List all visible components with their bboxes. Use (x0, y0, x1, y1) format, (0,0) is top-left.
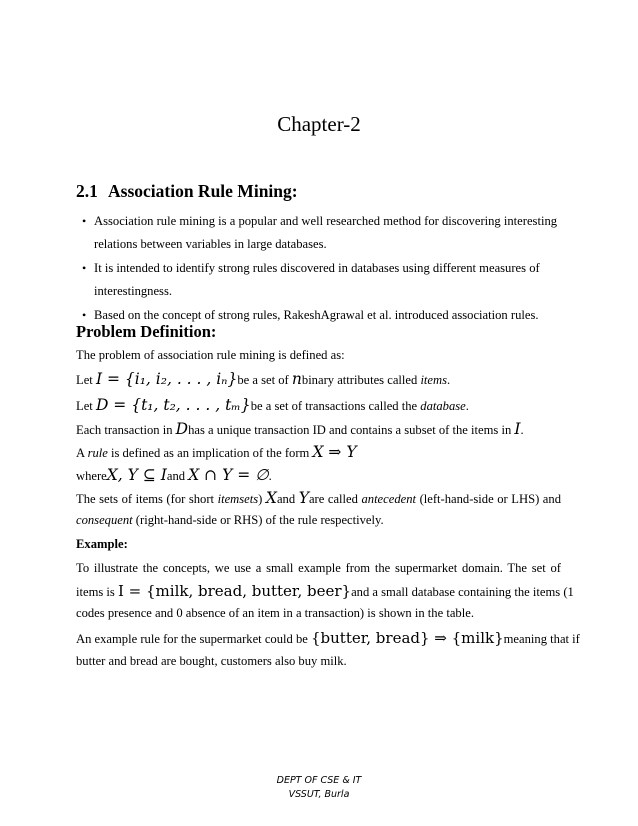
text: are called (308, 492, 362, 506)
bullet-line: Association rule mining is a popular and well researched method for discovering interesting (94, 214, 558, 228)
text: has a unique transaction ID and contains a subset of the items in (188, 423, 515, 437)
text: . (520, 423, 524, 437)
text: (right-hand-side or RHS) of the rule respectively. (132, 513, 384, 527)
term-antecedent: antecedent (361, 492, 417, 506)
var-y: Y (298, 489, 309, 507)
text: meaning that if (503, 632, 580, 646)
text: is defined as an implication of the form (107, 446, 313, 460)
example-rule-formula: {butter, bread} ⇒ {milk} (311, 629, 504, 647)
rule-formula: X ⇒ Y (312, 443, 357, 461)
section-number: 2.1 (76, 181, 98, 201)
var-x: X (265, 489, 277, 507)
rule-line (76, 443, 561, 461)
example-line-5: butter and bread are bought, customers also buy milk. (76, 654, 347, 668)
transaction-line (76, 420, 561, 438)
sets-line (76, 489, 561, 507)
sets-line-2 (76, 513, 561, 528)
var-i: I (514, 420, 521, 438)
text: be a set of transactions called the (250, 399, 421, 413)
bullet-line: relations between variables in large databases. (94, 237, 327, 251)
subset-formula: X, Y ⊆ I (106, 466, 167, 484)
text: where (76, 469, 107, 483)
bullet-item (82, 210, 562, 256)
problem-intro: The problem of association rule mining is defined as: (76, 348, 345, 362)
bullet-icon: • (82, 308, 87, 322)
bullet-line: Based on the concept of strong rules, RakeshAgrawal et al. introduced association rules. (94, 308, 539, 322)
var-d: D (175, 420, 189, 438)
database-formula: D = {t₁, t₂, . . . , tₘ} (95, 396, 251, 414)
text: . (447, 373, 451, 387)
text: An example rule for the supermarket could be (76, 632, 311, 646)
footer-dept: DEPT OF CSE & IT (276, 775, 362, 786)
section-title: Association Rule Mining: (108, 181, 298, 201)
example-items-line (76, 582, 574, 600)
text: and (166, 469, 189, 483)
text: . (465, 399, 469, 413)
term-database: database (420, 399, 466, 413)
text: A (76, 446, 88, 460)
let-database-line (76, 396, 561, 414)
text: (left-hand-side or LHS) and (416, 492, 561, 506)
bullet-icon: • (82, 214, 87, 228)
text: Let (76, 373, 96, 387)
var-n: n (291, 370, 302, 388)
text: binary attributes called (301, 373, 421, 387)
text: be a set of (237, 373, 292, 387)
text: Each transaction in (76, 423, 176, 437)
bullet-list (82, 210, 562, 328)
items-set-formula: I = {milk, bread, butter, beer} (117, 582, 352, 600)
text: and (276, 492, 299, 506)
example-line-3: codes presence and 0 absence of an item in a transaction) is shown in the table. (76, 606, 474, 620)
term-items: items (420, 373, 448, 387)
chapter-title: Chapter-2 (277, 112, 361, 136)
intersection-formula: X ∩ Y = ∅ (188, 466, 269, 484)
bullet-icon: • (82, 261, 87, 275)
items-formula: I = {i₁, i₂, . . . , iₙ} (95, 370, 238, 388)
section-heading (76, 181, 298, 202)
problem-heading: Problem Definition: (76, 322, 217, 341)
footer-university: VSSUT, Burla (288, 789, 350, 800)
bullet-item (82, 257, 562, 303)
let-items-line (76, 370, 561, 388)
text: items is (76, 585, 118, 599)
text: The sets of items (for short (76, 492, 218, 506)
example-line-1: To illustrate the concepts, we use a small example from the supermarket domain. The set of (76, 561, 561, 575)
term-consequent: consequent (76, 513, 133, 527)
term-itemsets: itemsets (217, 492, 259, 506)
text: . (268, 469, 272, 483)
example-rule-line (76, 629, 580, 647)
text: ) (258, 492, 266, 506)
where-line (76, 466, 561, 484)
bullet-line: It is intended to identify strong rules discovered in databases using different measures of (94, 261, 540, 275)
term-rule: rule (87, 446, 108, 460)
text: and a small database containing the items (1 (351, 585, 574, 599)
bullet-line: interestingness. (94, 284, 172, 298)
text: Let (76, 399, 96, 413)
example-heading: Example: (76, 537, 128, 551)
